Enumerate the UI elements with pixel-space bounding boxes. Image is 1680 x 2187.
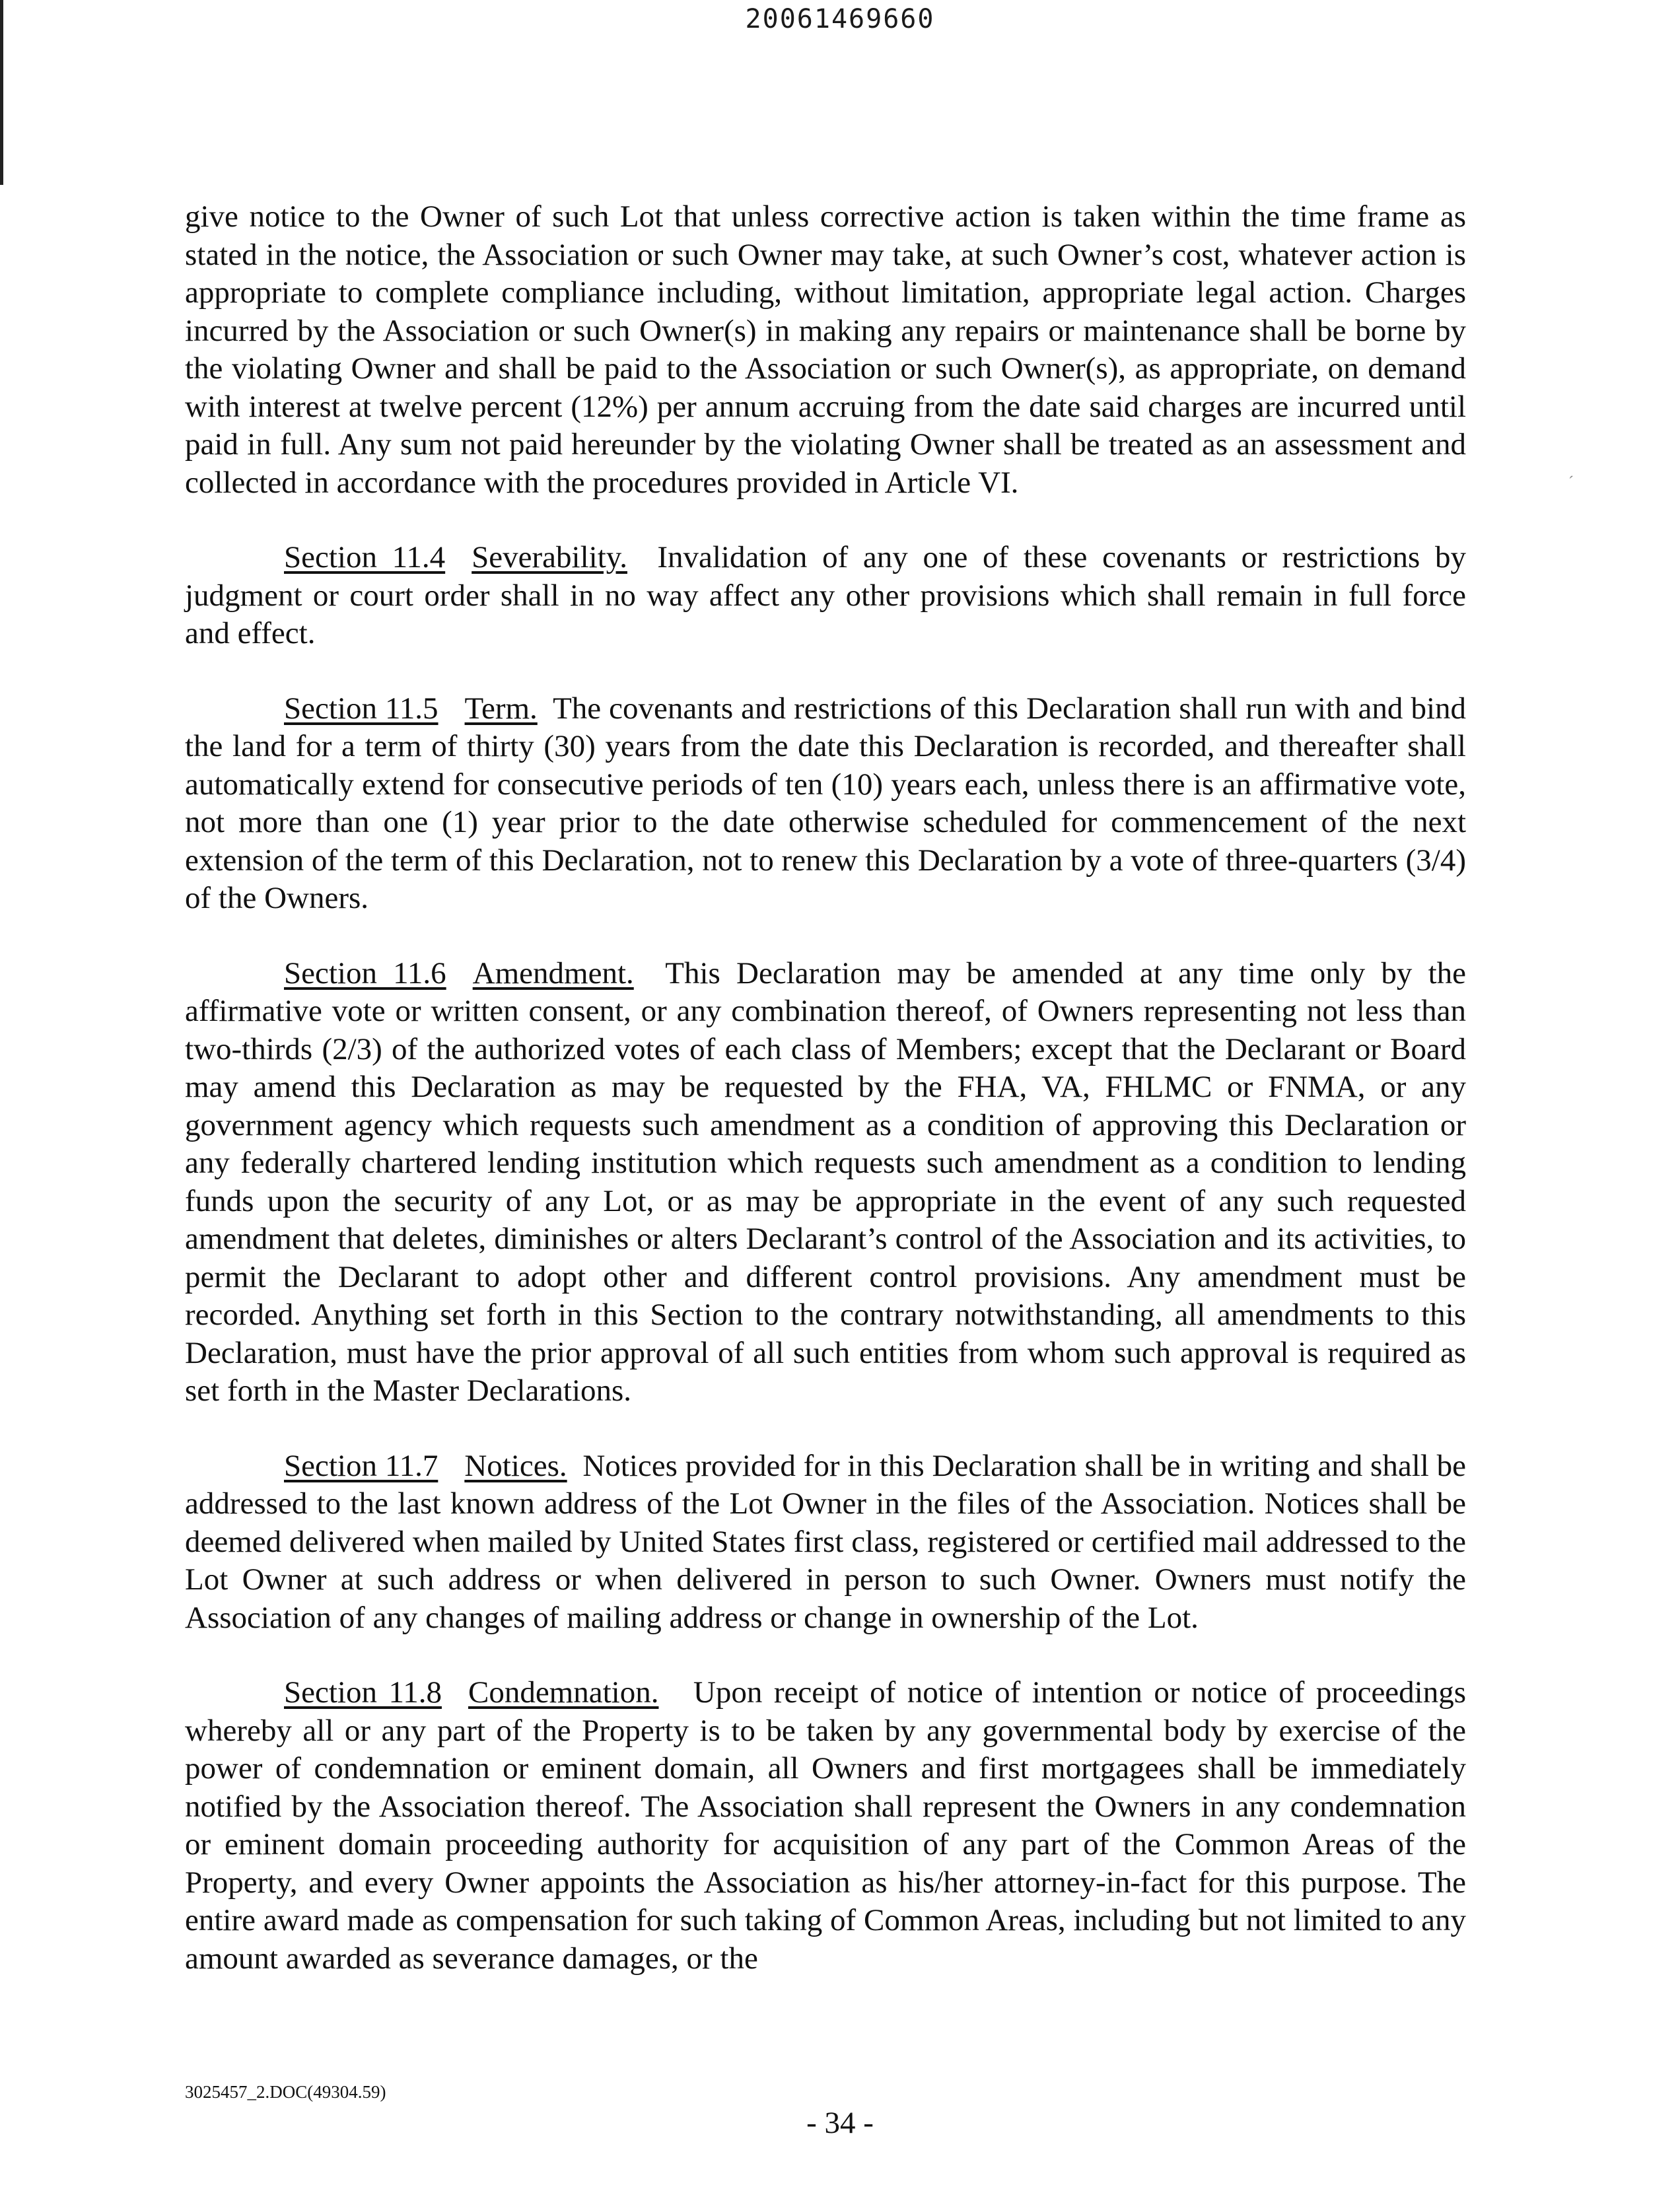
section-11-7-paragraph [185,1447,1466,1638]
section-text: Invalidation of any one of these covenants or restrictions by judgment or court order shall in no way affect any other provisions which shall remain in full force and effect. [185,540,1467,650]
recording-number: 20061469660 [745,4,935,34]
continuation-paragraph: give notice to the Owner of such Lot that unless corrective action is taken within the time frame as stated in the notice, the Association or such Owner may take, at such Owner’s cost, whatever action is appropriate to complete compliance including, without limitation, appropriate legal action. Charges incurred by the Association or such Owner(s) in making any repairs or maintenance shall be borne by the violating Owner and shall be paid to the Association or such Owner(s), as appropriate, on demand with interest at twelve percent (12%) per annum accruing from the date said charges are incurred until paid in full. Any sum not paid hereunder by the violating Owner shall be treated as an assessment and collected in accordance with the procedures provided in Article VI. [185,199,1466,500]
section-text: This Declaration may be amended at any time only by the affirmative vote or written consent, or any combination thereof, of Owners representing not less than two-thirds (2/3) of the authorized votes of each class of Members; except that the Declarant or Board may amend this Declaration as may be requested by the FHA, VA, FHLMC or FNMA, or any government agency which requests such amendment as a condition of approving this Declaration or any federally chartered lending institution which requests such amendment as a condition to lending funds upon the security of any Lot, or as may be appropriate in the event of any such requested amendment that deletes, diminishes or alters Declarant’s control of the Association and its activities, to permit the Declarant to adopt other and different control provisions. Any amendment must be recorded. Anything set forth in this Section to the contrary notwithstanding, all amendments to this Declaration, must have the prior approval of all such entities from whom such approval is required as set forth in the Master Declarations. [185,955,1467,1408]
document-body [185,198,1466,2015]
section-title: Condemnation. [468,1675,659,1710]
section-11-5-paragraph [185,690,1466,918]
section-number: Section 11.8 [284,1675,442,1710]
section-title: Notices. [464,1448,567,1483]
page-number: - 34 - [806,2106,874,2140]
section-title: Amendment. [472,955,634,990]
section-number: Section 11.7 [284,1448,438,1483]
section-11-8-paragraph [185,1674,1466,1978]
section-11-4-paragraph [185,539,1466,653]
section-text: The covenants and restrictions of this Declaration shall run with and bind the land for a term of thirty (30) years from the date this Declaration is recorded, and thereafter shall automatically extend for consecutive periods of ten (10) years each, unless there is an affirmative vote, not more than one (1) year prior to the date otherwise scheduled for commencement of the next extension of the term of this Declaration, not to renew this Declaration by a vote of three-quarters (3/4) of the Owners. [185,691,1467,915]
section-number: Section 11.5 [284,691,438,726]
section-number: Section 11.6 [284,955,446,990]
stray-scan-mark: ´ [1568,474,1574,491]
section-title: Severability. [472,540,627,574]
section-title: Term. [464,691,538,726]
document-reference: 3025457_2.DOC(49304.59) [185,2082,386,2102]
section-number: Section 11.4 [284,540,446,574]
section-11-6-paragraph [185,955,1466,1410]
section-text: Notices provided for in this Declaration shall be in writing and shall be addressed to the last known address of the Lot Owner in the files of the Association. Notices shall be deemed delivered when mailed by United States first class, registered or certified mail addressed to the Lot Owner at such address or when delivered in person to such Owner. Owners must notify the Association of any changes of mailing address or change in ownership of the Lot. [185,1448,1467,1635]
section-text: Upon receipt of notice of intention or notice of proceedings whereby all or any part of the Property is to be taken by any governmental body by exercise of the power of condemnation or eminent domain, all Owners and first mortgagees shall be immediately notified by the Association thereof. The Association shall represent the Owners in any condemnation or eminent domain proceeding authority for acquisition of any part of the Common Areas of the Property, and every Owner appoints the Association as his/her attorney-in-fact for this purpose. The entire award made as compensation for such taking of Common Areas, including but not limited to any amount awarded as severance damages, or the [185,1675,1467,1976]
